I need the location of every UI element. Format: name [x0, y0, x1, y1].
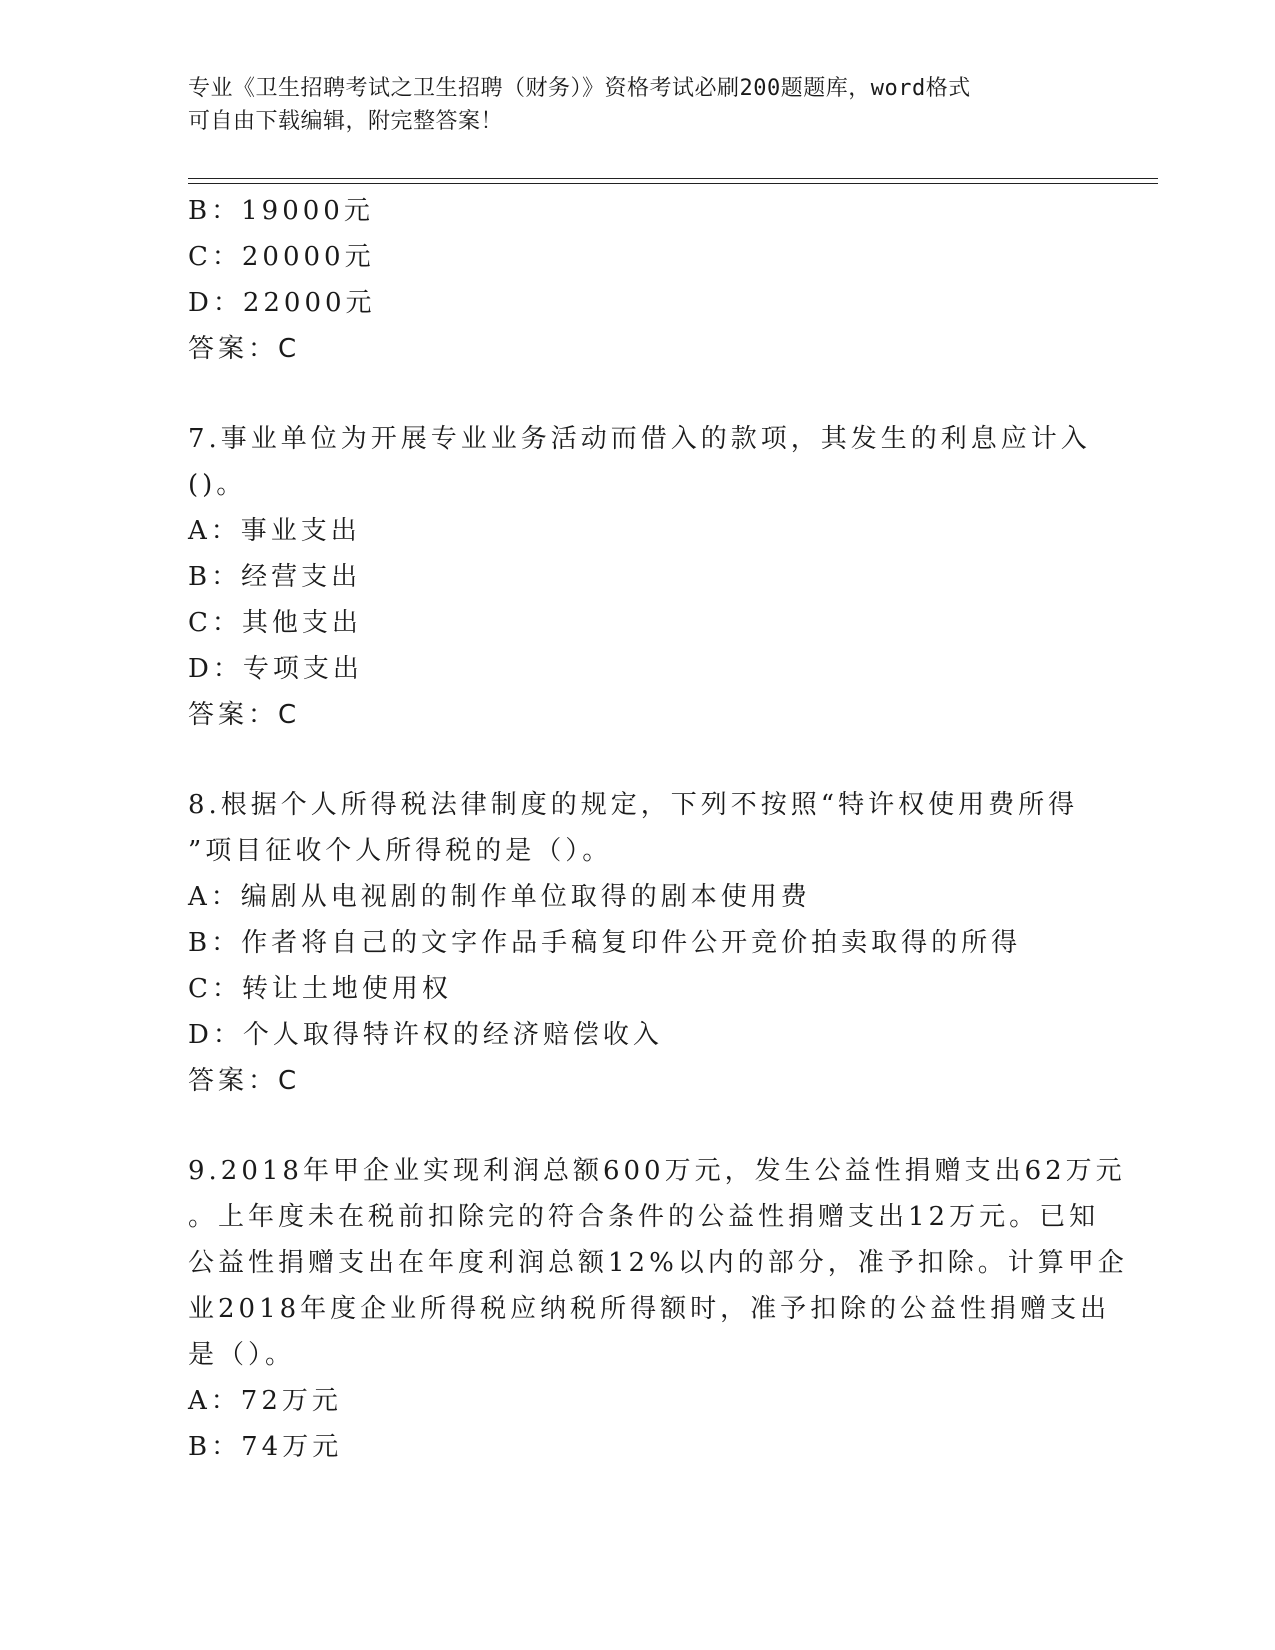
question-text: 9.2018年甲企业实现利润总额600万元，发生公益性捐赠支出62万元 — [188, 1156, 1126, 1186]
header-divider-bottom — [188, 183, 1158, 184]
question-8 — [188, 782, 1088, 1104]
question-text-cont: 业2018年度企业所得税应纳税所得额时，准予扣除的公益性捐赠支出 — [188, 1294, 1111, 1324]
question-text-cont: ()。 — [188, 470, 247, 500]
option-b: B：19000元 — [188, 196, 374, 226]
answer: 答案：C — [188, 1066, 301, 1096]
question-9 — [188, 1148, 1128, 1470]
question-text: 7.事业单位为开展专业业务活动而借入的款项，其发生的利息应计入 — [188, 424, 1091, 454]
document-header — [188, 72, 1088, 138]
option-c: C：20000元 — [188, 242, 375, 272]
header-divider-top — [188, 178, 1158, 179]
question-text-cont: ”项目征收个人所得税的是（）。 — [188, 836, 613, 866]
answer: 答案：C — [188, 334, 301, 364]
option-a: A：72万元 — [188, 1386, 342, 1416]
option-d: D：个人取得特许权的经济赔偿收入 — [188, 1020, 663, 1050]
question-text: 8.根据个人所得税法律制度的规定，下列不按照“特许权使用费所得 — [188, 790, 1079, 820]
option-b: B：经营支出 — [188, 562, 362, 592]
question-text-cont: 是（）。 — [188, 1340, 296, 1370]
header-line-2: 可自由下载编辑，附完整答案！ — [188, 109, 504, 134]
option-c: C：转让土地使用权 — [188, 974, 452, 1004]
option-b: B：作者将自己的文字作品手稿复印件公开竞价拍卖取得的所得 — [188, 928, 1022, 958]
option-d: D：专项支出 — [188, 654, 363, 684]
option-a: A：编剧从电视剧的制作单位取得的剧本使用费 — [188, 882, 811, 912]
option-b: B：74万元 — [188, 1432, 343, 1462]
option-d: D：22000元 — [188, 288, 376, 318]
answer: 答案：C — [188, 700, 301, 730]
header-line-1: 专业《卫生招聘考试之卫生招聘（财务）》资格考试必刷200题题库，word格式 — [188, 76, 971, 101]
question-6-tail — [188, 188, 1088, 372]
question-text-cont: 。上年度未在税前扣除完的符合条件的公益性捐赠支出12万元。已知 — [188, 1202, 1100, 1232]
option-a: A：事业支出 — [188, 516, 361, 546]
option-c: C：其他支出 — [188, 608, 362, 638]
question-content — [188, 188, 1128, 1470]
question-text-cont: 公益性捐赠支出在年度利润总额12%以内的部分，准予扣除。计算甲企 — [188, 1248, 1128, 1278]
question-7 — [188, 416, 1091, 738]
